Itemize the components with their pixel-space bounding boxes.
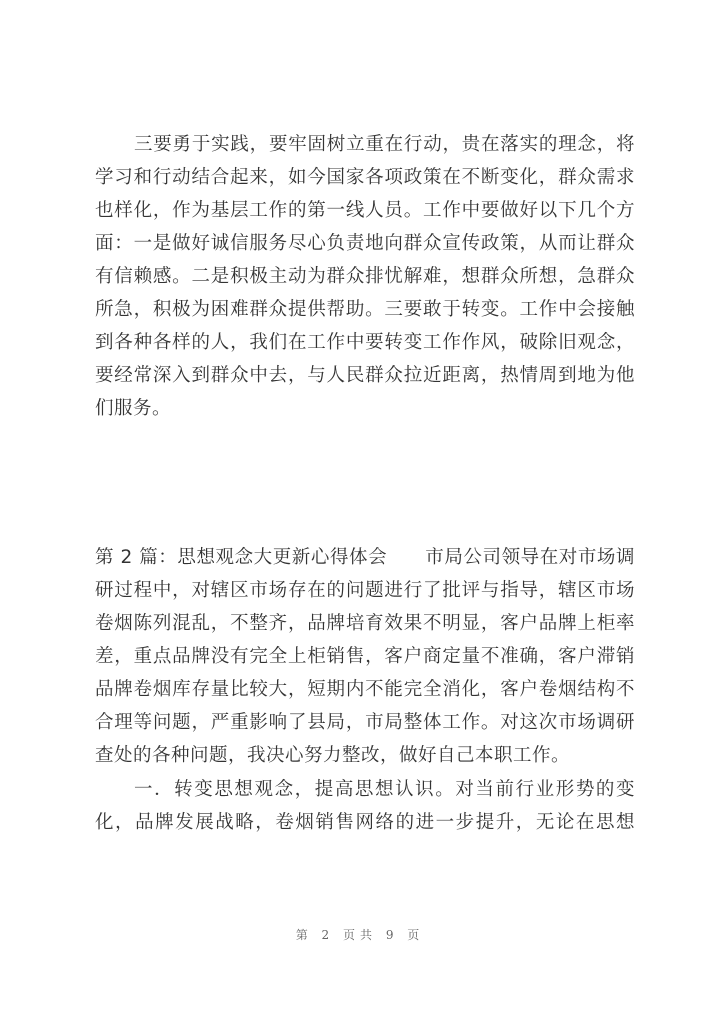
paragraph-2-line-4: 差，重点品牌没有完全上柜销售，客户商定量不准确，客户滞销 bbox=[95, 646, 635, 667]
paragraph-1-line-1: 三要勇于实践，要牢固树立重在行动，贵在落实的理念，将 bbox=[134, 134, 635, 155]
paragraph-2-line-7: 查处的各种问题，我决心努力整改，做好自己本职工作。 bbox=[95, 745, 571, 766]
paragraph-1-line-7: 到各种各样的人，我们在工作中要转变工作作风，破除旧观念， bbox=[95, 332, 635, 353]
paragraph-1-line-2: 学习和行动结合起来，如今国家各项政策在不断变化，群众需求 bbox=[95, 167, 635, 188]
paragraph-1-line-5: 有信赖感。二是积极主动为群众排忧解难，想群众所想，急群众 bbox=[95, 266, 635, 287]
paragraph-3-line-1: 一．转变思想观念，提高思想认识。对当前行业形势的变 bbox=[134, 779, 635, 800]
page-number-footer: 第 2 页共 9 页 bbox=[295, 928, 425, 942]
paragraph-3-line-2: 化，品牌发展战略，卷烟销售网络的进一步提升，无论在思想 bbox=[95, 812, 635, 833]
paragraph-2-line-2: 研过程中，对辖区市场存在的问题进行了批评与指导，辖区市场 bbox=[95, 580, 635, 601]
paragraph-1-line-8: 要经常深入到群众中去，与人民群众拉近距离，热情周到地为他 bbox=[95, 365, 635, 386]
paragraph-2-line-6: 合理等问题，严重影响了县局，市局整体工作。对这次市场调研 bbox=[95, 712, 635, 733]
paragraph-1-line-6: 所急，积极为困难群众提供帮助。三要敢于转变。工作中会接触 bbox=[95, 299, 635, 320]
paragraph-2-line-1: 第 2 篇：思想观念大更新心得体会 市局公司领导在对市场调 bbox=[95, 547, 635, 568]
paragraph-2-line-3: 卷烟陈列混乱，不整齐，品牌培育效果不明显，客户品牌上柜率 bbox=[95, 613, 635, 634]
paragraph-1-line-3: 也样化，作为基层工作的第一线人员。工作中要做好以下几个方 bbox=[95, 200, 635, 221]
paragraph-1-line-9: 们服务。 bbox=[95, 398, 172, 419]
paragraph-2-line-5: 品牌卷烟库存量比较大，短期内不能完全消化，客户卷烟结构不 bbox=[95, 679, 635, 700]
paragraph-1-line-4: 面：一是做好诚信服务尽心负责地向群众宣传政策，从而让群众 bbox=[95, 233, 635, 254]
